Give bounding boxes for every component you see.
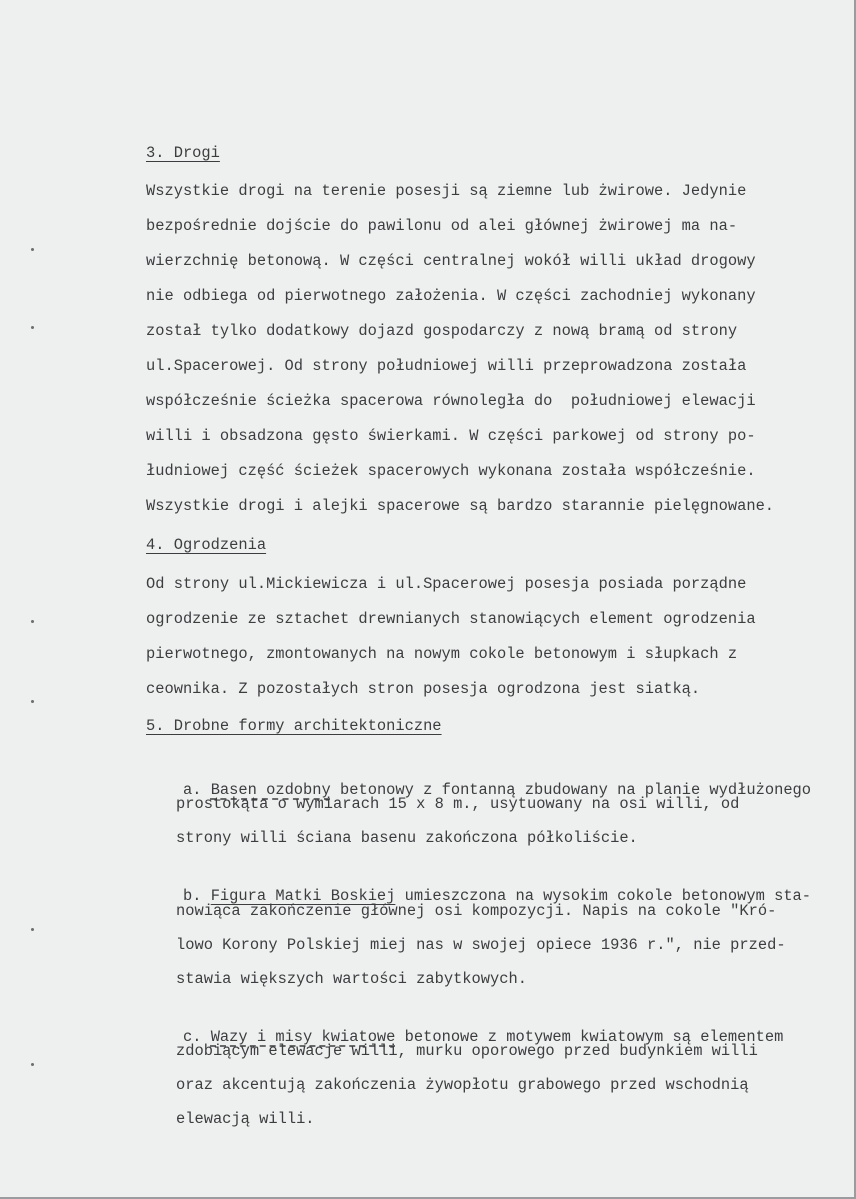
margin-dot (31, 326, 34, 329)
margin-dot (31, 620, 34, 623)
text-line: ogrodzenie ze sztachet drewnianych stanowiących element ogrodzenia (146, 610, 756, 628)
text-line: Wszystkie drogi i alejki spacerowe są bardzo starannie pielęgnowane. (146, 497, 775, 515)
text-line: został tylko dodatkowy dojazd gospodarczy z nową bramą od strony (146, 322, 738, 340)
text-line: bezpośrednie dojście do pawilonu od alei głównej żwirowej ma na- (146, 217, 738, 235)
text-line: pierwotnego, zmontowanych na nowym cokole betonowym i słupkach z (146, 645, 738, 663)
item-term: Wazy i misy kwiatowe (210, 1028, 396, 1046)
heading-drobne-formy: 5. Drobne formy architektoniczne (146, 717, 442, 735)
heading-ogrodzenia: 4. Ogrodzenia (146, 536, 267, 554)
item-term: Basen ozdobny (210, 781, 331, 799)
text-line: zdobiącym elewacje willi, murku oporowego przed budynkiem willi (176, 1042, 758, 1060)
text-line: ul.Spacerowej. Od strony południowej willi przeprowadzona została (146, 357, 747, 375)
text-line: wierzchnię betonową. W części centralnej wokół willi układ drogowy (146, 252, 756, 270)
text-line: nowiąca zakończenie głównej osi kompozycji. Napis na cokole "Kró- (176, 902, 777, 920)
text-line: oraz akcentują zakończenia żywopłotu grabowego przed wschodnią (176, 1076, 749, 1094)
item-term: Figura Matki Boskiej (210, 887, 396, 905)
text-line: elewacją willi. (176, 1110, 315, 1128)
text-line: ceownika. Z pozostałych stron posesja ogrodzona jest siatką. (146, 680, 701, 698)
list-marker: a. (182, 781, 202, 799)
margin-dot (31, 248, 34, 251)
list-marker: b. (182, 887, 202, 905)
heading-drogi: 3. Drogi (146, 144, 220, 162)
margin-dot (31, 700, 34, 703)
text-line: willi i obsadzona gęsto świerkami. W części parkowej od strony po- (146, 427, 756, 445)
text-line: lowo Korony Polskiej miej nas w swojej opiece 1936 r.", nie przed- (176, 936, 786, 954)
item-text: betonowe z motywem kwiatowym są elementem (395, 1028, 784, 1046)
text-line: strony willi ściana basenu zakończona półkoliście. (176, 829, 638, 847)
text-line: współcześnie ścieżka spacerowa równoległa do południowej elewacji (146, 392, 756, 410)
text-line: łudniowej część ścieżek spacerowych wykonana została współcześnie. (146, 462, 756, 480)
text-line: Wszystkie drogi na terenie posesji są ziemne lub żwirowe. Jedynie (146, 182, 747, 200)
text-line: nie odbiega od pierwotnego założenia. W części zachodniej wykonany (146, 287, 756, 305)
text-line: Od strony ul.Mickiewicza i ul.Spacerowej posesja posiada porządne (146, 575, 747, 593)
margin-dot (31, 928, 34, 931)
item-text: umieszczona na wysokim cokole betonowym sta- (395, 887, 812, 905)
list-marker: c. (182, 1028, 202, 1046)
text-line: prostokąta o wymiarach 15 x 8 m., usytuowany na osi willi, od (176, 795, 740, 813)
item-text: betonowy z fontanną zbudowany na planie wydłużonego (330, 781, 812, 799)
margin-dot (31, 1063, 34, 1066)
text-line: stawia większych wartości zabytkowych. (176, 970, 527, 988)
